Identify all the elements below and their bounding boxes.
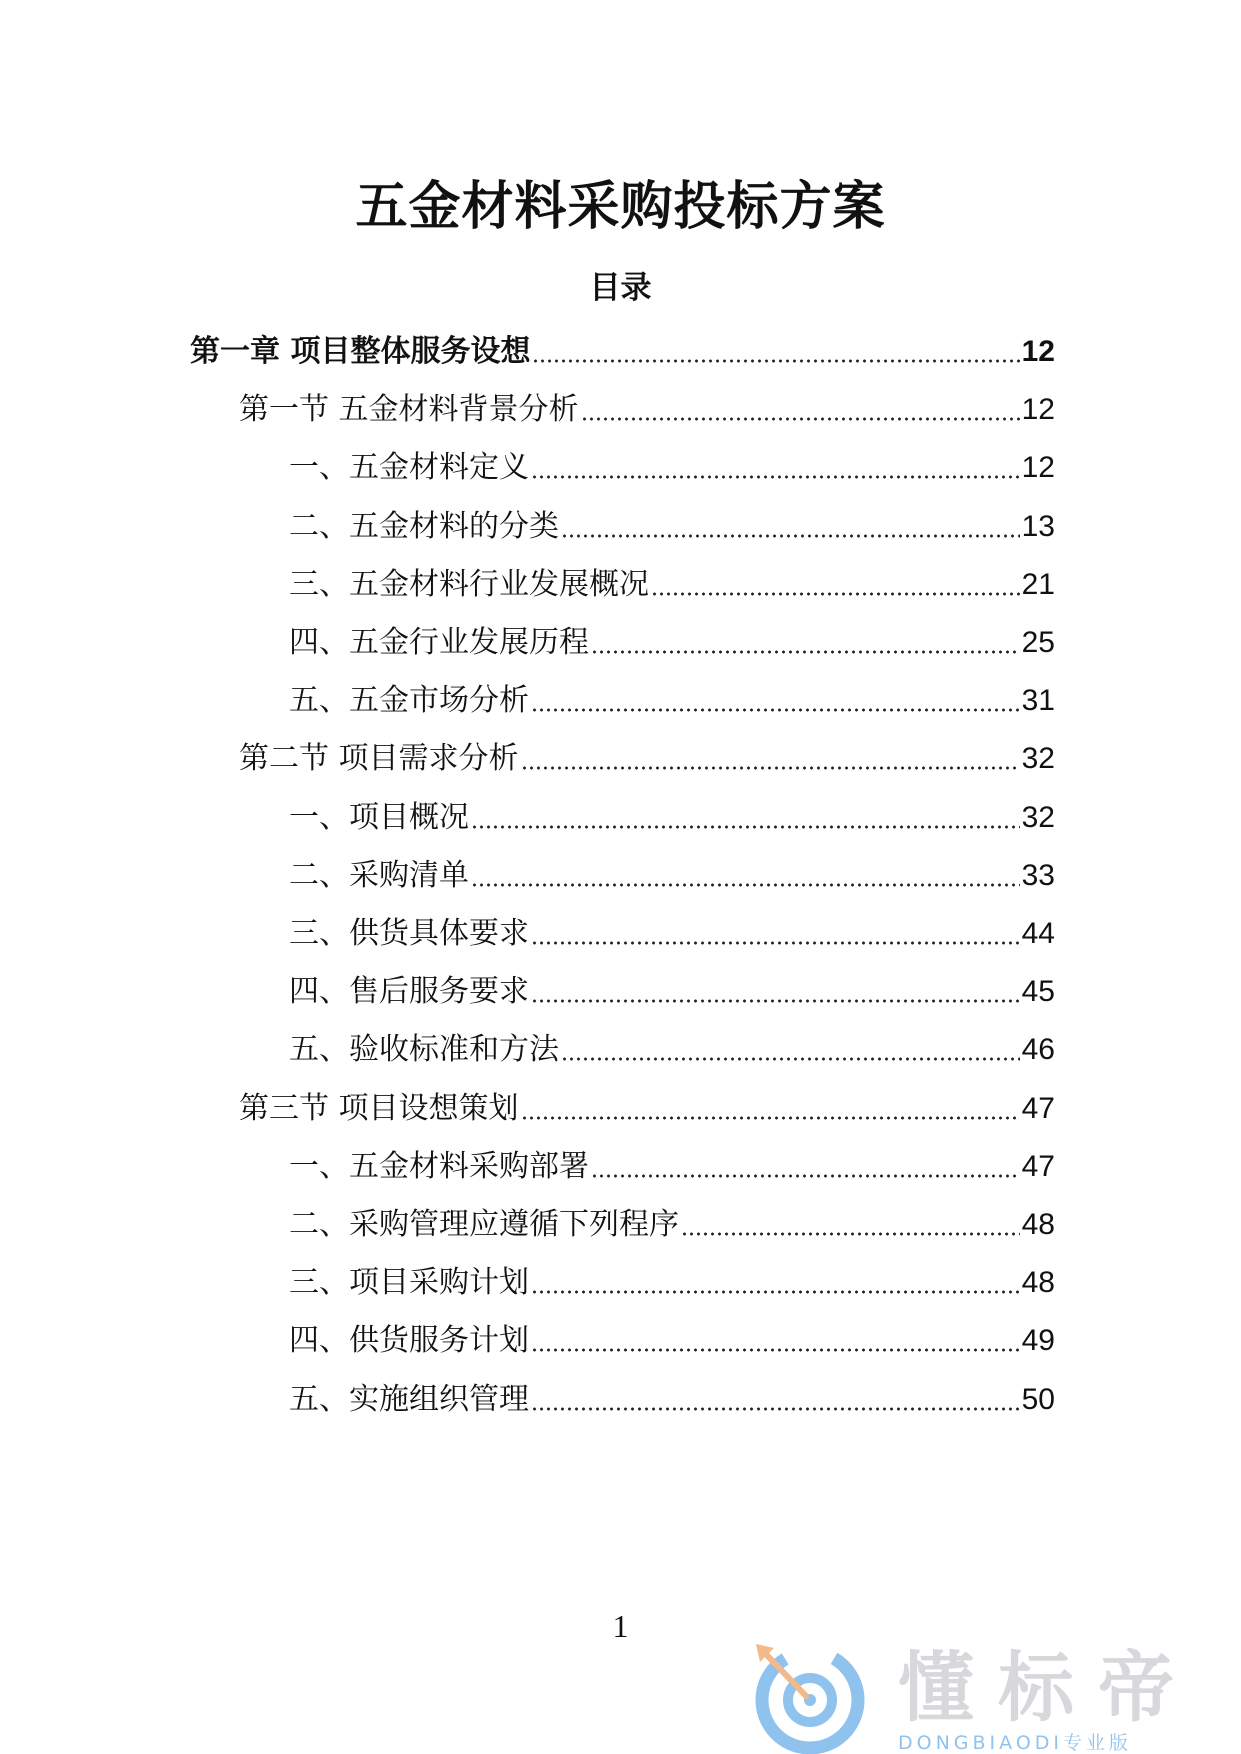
page-number: 1 [612,1608,629,1644]
toc-entry-page-number: 12 [1021,451,1055,485]
toc-dot-leader [531,941,1020,945]
toc-entry-page-number: 45 [1021,975,1055,1009]
toc-entry-page-number: 46 [1021,1033,1055,1067]
watermark-subtitle: DONGBIAODI专业版 [898,1732,1133,1754]
toc-dot-leader [581,417,1020,421]
document-title: 五金材料采购投标方案 [355,177,886,237]
toc-entry-title: 五、实施组织管理 [289,1381,529,1417]
toc-entry-page-number: 48 [1021,1208,1055,1241]
toc-entry-page-number: 25 [1021,626,1055,659]
toc-dot-leader [561,534,1020,538]
toc-entry-page-number: 12 [1021,335,1055,368]
watermark-brand: 懂标帝 [898,1643,1198,1732]
toc-entry[interactable] [289,1315,1055,1361]
toc-entry-page-number: 47 [1021,1149,1055,1183]
toc-entry[interactable] [289,908,1055,954]
toc-entry[interactable] [239,384,1055,430]
toc-entry[interactable] [289,792,1055,838]
toc-entry-page-number: 32 [1021,742,1055,776]
toc-entry[interactable] [289,617,1055,663]
toc-entry-page-number: 12 [1021,393,1055,427]
toc-entry-page-number: 33 [1021,858,1055,892]
toc-entry[interactable] [289,1374,1055,1420]
toc-dot-leader [521,766,1020,770]
toc-dot-leader [681,1232,1020,1236]
toc-entry-title: 三、供货具体要求 [289,916,529,951]
toc-entry-title: 二、采购管理应遵循下列程序 [289,1207,679,1242]
toc-entry[interactable] [289,1199,1055,1245]
toc-entry-page-number: 50 [1021,1382,1055,1416]
toc-dot-leader [531,1348,1020,1352]
toc-dot-leader [561,1057,1020,1061]
toc-entry[interactable] [289,559,1055,605]
toc-entry-title: 第一章 项目整体服务设想 [190,334,531,369]
toc-entry[interactable] [239,1083,1055,1129]
toc-entry-title: 一、五金材料采购部署 [289,1148,589,1184]
toc-dot-leader [591,1174,1020,1178]
toc-dot-leader [531,708,1020,712]
toc-entry-page-number: 44 [1021,917,1055,950]
toc-entry-title: 五、验收标准和方法 [289,1032,559,1068]
toc-dot-leader [531,999,1020,1003]
toc-entry-title: 三、五金材料行业发展概况 [289,566,649,602]
toc-entry-title: 第三节 项目设想策划 [239,1090,519,1126]
toc-entry-page-number: 13 [1021,509,1055,543]
toc-entry[interactable] [289,1024,1055,1070]
toc-entry[interactable] [239,733,1055,779]
toc-entry-title: 第二节 项目需求分析 [239,741,519,777]
toc-entry-title: 五、五金市场分析 [289,683,529,719]
toc-entry[interactable] [289,675,1055,721]
toc-entry[interactable] [289,1257,1055,1303]
toc-dot-leader [471,883,1020,887]
toc-entry[interactable] [289,501,1055,547]
toc-dot-leader [531,1290,1020,1294]
toc-entry-title: 第一节 五金材料背景分析 [239,392,579,428]
toc-entry-title: 四、售后服务要求 [289,974,529,1010]
toc-entry-page-number: 32 [1021,800,1055,834]
toc-entry-title: 一、项目概况 [289,799,469,835]
toc-heading: 目录 [589,270,652,306]
toc-entry-page-number: 48 [1021,1266,1055,1300]
toc-dot-leader [531,1407,1020,1411]
toc-entry-page-number: 49 [1021,1324,1055,1358]
toc-dot-leader [531,475,1020,479]
toc-dot-leader [591,650,1020,654]
toc-entry-page-number: 31 [1021,684,1055,718]
toc-entry-title: 二、采购清单 [289,857,469,893]
target-arrow-logo-icon [748,1640,872,1754]
toc-entry[interactable] [289,1141,1055,1187]
toc-dot-leader [521,1116,1020,1120]
toc-entry[interactable] [190,326,1055,372]
toc-dot-leader [532,359,1019,363]
toc-entry-title: 一、五金材料定义 [289,450,529,486]
toc-entry-title: 三、项目采购计划 [289,1265,529,1301]
toc-dot-leader [651,592,1020,596]
toc-dot-leader [471,825,1020,829]
watermark [748,1640,1228,1754]
toc-entry-title: 二、五金材料的分类 [289,508,559,544]
toc-entry-title: 四、五金行业发展历程 [289,625,589,660]
toc-entry-page-number: 21 [1021,567,1055,601]
toc-entry[interactable] [289,850,1055,896]
toc-entry-page-number: 47 [1021,1091,1055,1125]
toc-entry[interactable] [289,442,1055,488]
toc-entry[interactable] [289,966,1055,1012]
toc-entry-title: 四、供货服务计划 [289,1323,529,1359]
